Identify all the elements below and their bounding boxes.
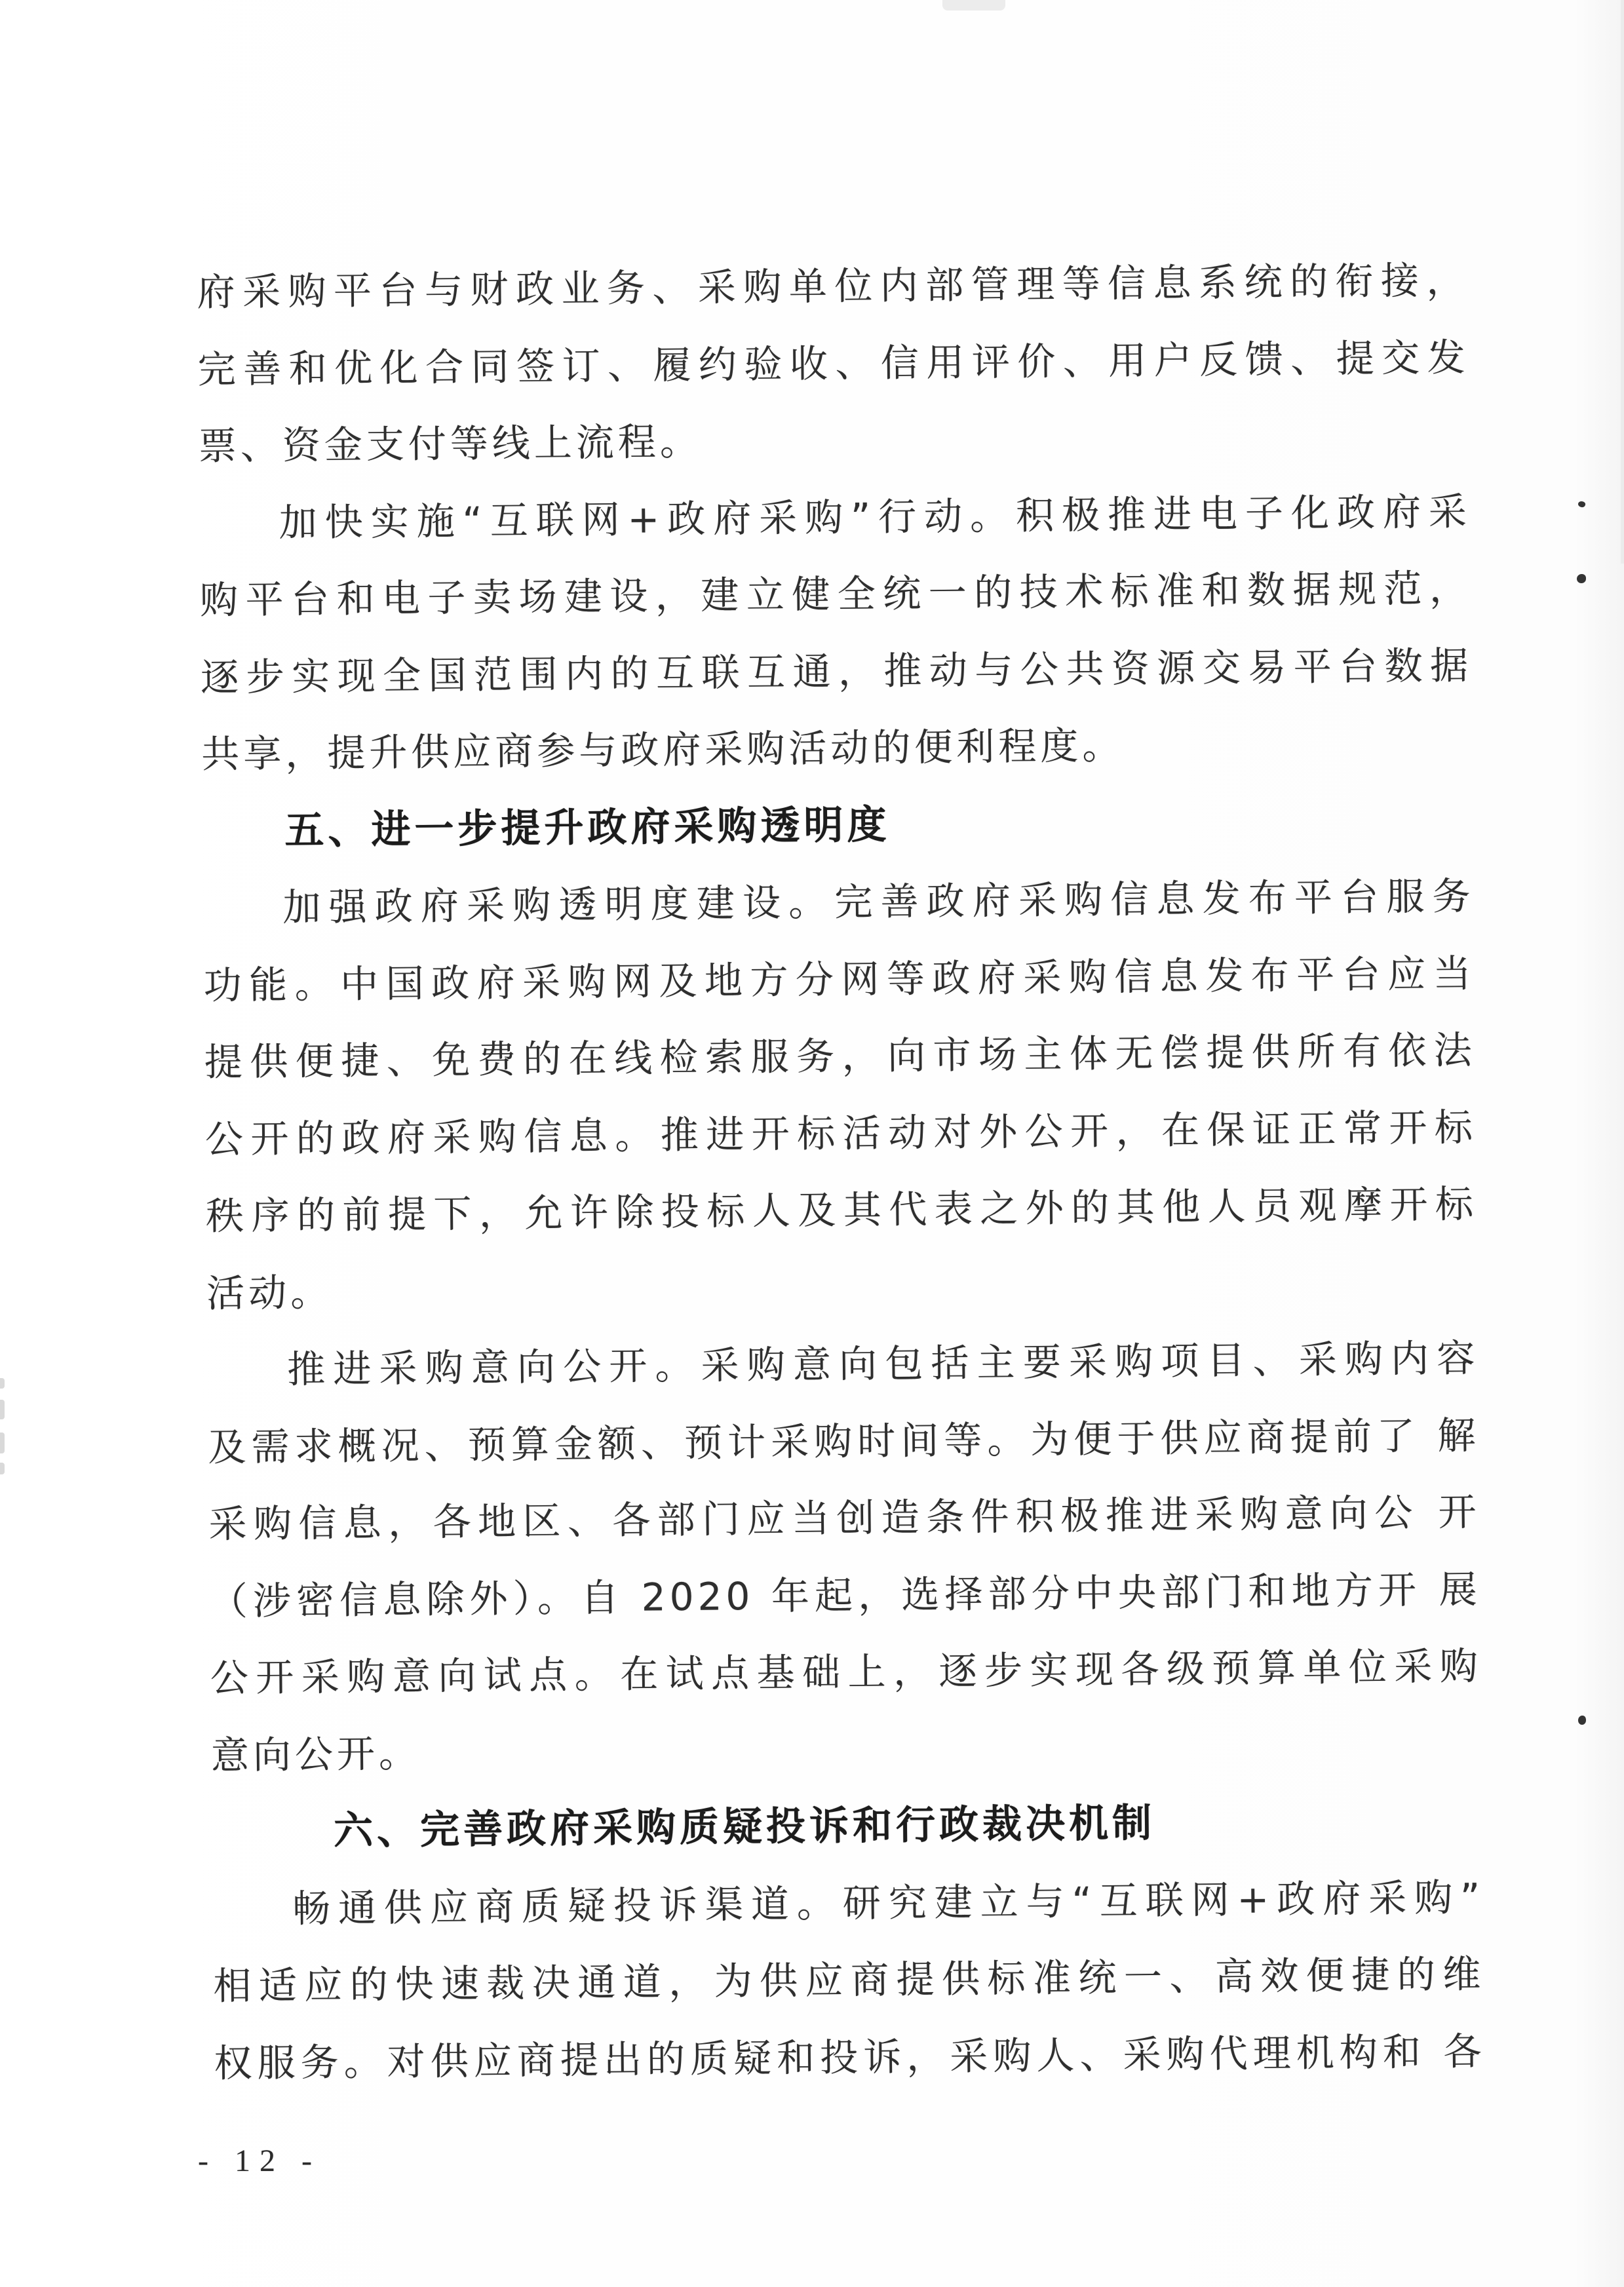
page-number: - 12 -: [198, 2143, 321, 2178]
scan-edge-mark: [0, 1378, 5, 1389]
scan-edge-shadow: [1621, 0, 1624, 564]
text-line: （涉密信息除外）。自 2020 年起，选择部分中央部门和地方开 展: [209, 1566, 1481, 1624]
scan-speck: [1577, 501, 1586, 509]
text-line: 畅通供应商质疑投诉渠道。研究建立与“互联网+政府采购”: [292, 1874, 1484, 1931]
text-line: 逐步实现全国范围内的互联互通，推动与公共资源交易平台数据: [200, 642, 1473, 700]
text-line: 意向公开。: [210, 1731, 421, 1778]
text-line: 秩序的前提下，允许除投标人及其代表之外的其他人员观摩开标: [205, 1182, 1478, 1239]
scan-edge-mark: [0, 1400, 5, 1419]
text-line: 加快实施“互联网+政府采购”行动。积极推进电子化政府采: [279, 488, 1471, 545]
text-line: 完善和优化合同签订、履约验收、信用评价、用户反馈、提交发: [197, 334, 1469, 392]
text-line: 权服务。对供应商提出的质疑和投诉，采购人、采购代理机构和 各: [214, 2028, 1486, 2086]
document-body: [197, 242, 1486, 2102]
text-line: 购平台和电子卖场建设，建立健全统一的技术标准和数据规范，: [199, 566, 1472, 623]
scan-speck: [1578, 1716, 1586, 1725]
text-line: 票、资金支付等线上流程。: [198, 419, 703, 469]
section-heading: 五、进一步提升政府采购透明度: [284, 801, 891, 854]
scan-edge-mark: [0, 1463, 5, 1474]
text-line: 推进采购意向公开。采购意向包括主要采购项目、采购内容: [286, 1336, 1479, 1392]
text-line: 府采购平台与财政业务、采购单位内部管理等信息系统的衔接，: [197, 258, 1469, 315]
text-line: 活动。: [206, 1269, 333, 1316]
text-line: 公开的政府采购信息。推进开标活动对外公开，在保证正常开标: [204, 1104, 1477, 1162]
text-line: 公开采购意向试点。在试点基础上，逐步实现各级预算单位采购: [210, 1643, 1482, 1701]
text-line: 采购信息，各地区、各部门应当创造条件积极推进采购意向公 开: [208, 1489, 1480, 1547]
text-line: 相适应的快速裁决通道，为供应商提供标准统一、高效便捷的维: [213, 1951, 1485, 2008]
scan-smudge: [942, 0, 1005, 10]
text-line: 提供便捷、免费的在线检索服务，向市场主体无偿提供所有依法: [204, 1028, 1477, 1085]
section-heading: 六、完善政府采购质疑投诉和行政裁决机制: [333, 1800, 1156, 1855]
text-line: 及需求概况、预算金额、预计采购时间等。为便于供应商提前了 解: [208, 1412, 1480, 1470]
text-line: 共享，提升供应商参与政府采购活动的便利程度。: [201, 723, 1125, 777]
scan-edge-mark: [0, 1432, 5, 1453]
text-line: 功能。中国政府采购网及地方分网等政府采购信息发布平台应当: [203, 950, 1475, 1008]
scan-speck: [1577, 574, 1586, 583]
text-line: 加强政府采购透明度建设。完善政府采购信息发布平台服务: [282, 874, 1475, 930]
